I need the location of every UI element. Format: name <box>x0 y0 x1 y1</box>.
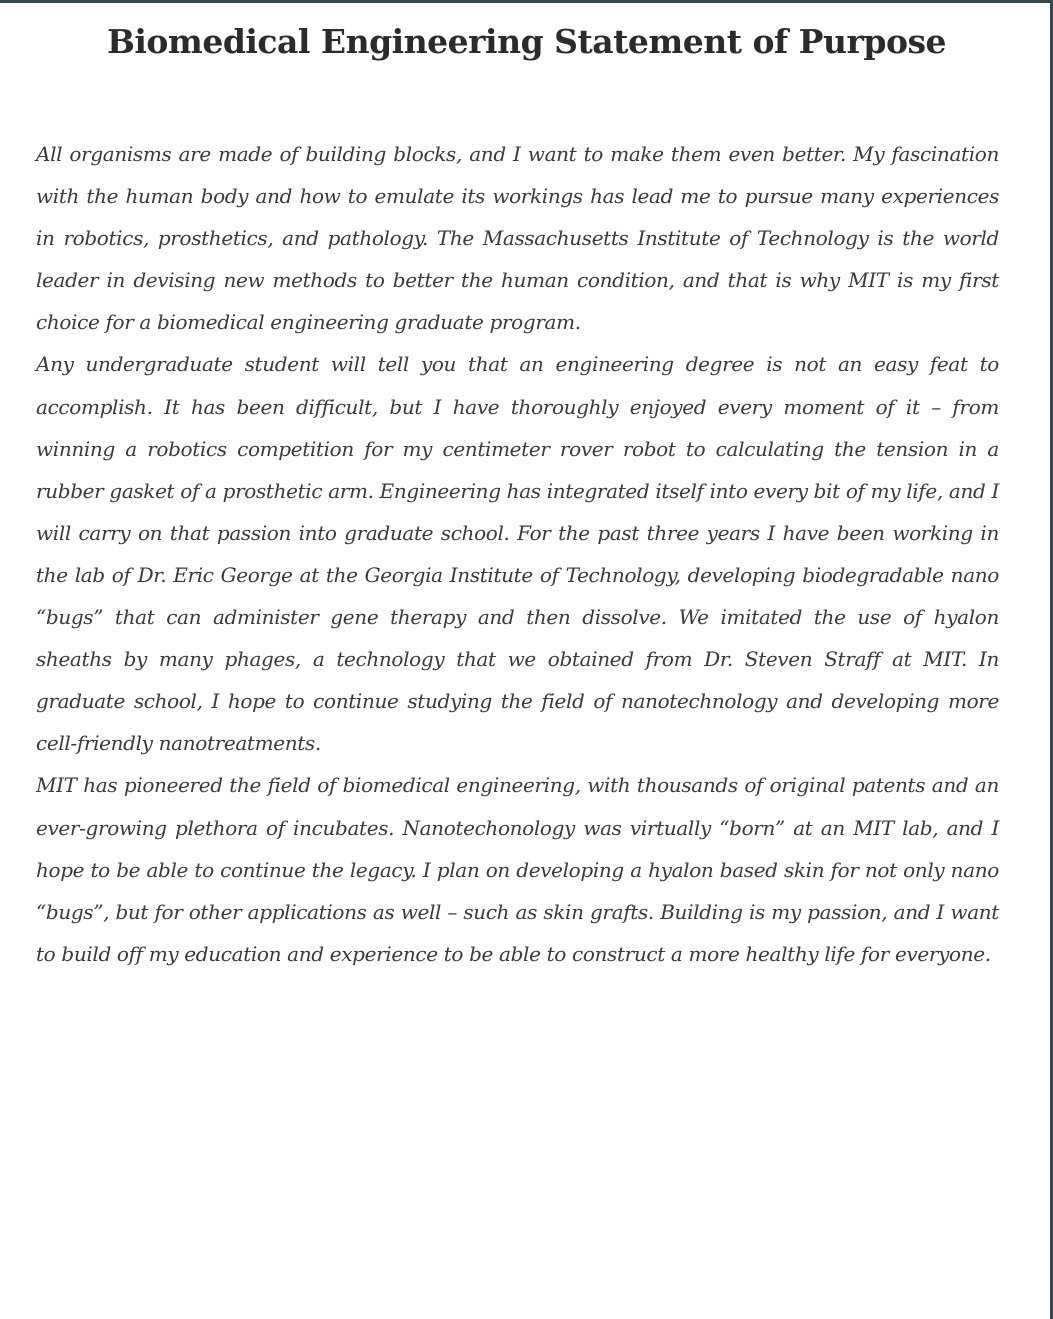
paragraph-goals: MIT has pioneered the field of biomedical engineering, with thousands of original patents and an ever-growing plethora of incubates. Nanotechonology was virtually “born” at an MIT lab, and I hope to be able to continue the legacy. I plan on developing a hyalon based skin for not only nano “bugs”, but for other applications as well – such as skin grafts. Building is my passion, and I want to build off my education and experience to be able to construct a more healthy life for everyone. <box>36 773 999 966</box>
document-title: Biomedical Engineering Statement of Purpose <box>106 22 947 61</box>
paragraph-intro: All organisms are made of building blocks, and I want to make them even better. My fascination with the human body and how to emulate its workings has lead me to pursue many experiences in robotics, prosthetics, and pathology. The Massachusetts Institute of Technology is the world leader in devising new methods to better the human condition, and that is why MIT is my first choice for a biomedical engineering graduate program. <box>36 142 999 335</box>
top-border-rule <box>0 0 1053 3</box>
document-body <box>36 133 999 975</box>
paragraph-experience: Any undergraduate student will tell you that an engineering degree is not an easy feat to accomplish. It has been difficult, but I have thoroughly enjoyed every moment of it – from winning a robotics competition for my centimeter rover robot to calculating the tension in a rubber gasket of a prosthetic arm. Engineering has integrated itself into every bit of my life, and I will carry on that passion into graduate school. For the past three years I have been working in the lab of Dr. Eric George at the Georgia Institute of Technology, developing biodegradable nano “bugs” that can administer gene therapy and then dissolve. We imitated the use of hyalon sheaths by many phages, a technology that we obtained from Dr. Steven Straff at MIT. In graduate school, I hope to continue studying the field of nanotechnology and developing more cell-friendly nanotreatments. <box>36 352 999 756</box>
